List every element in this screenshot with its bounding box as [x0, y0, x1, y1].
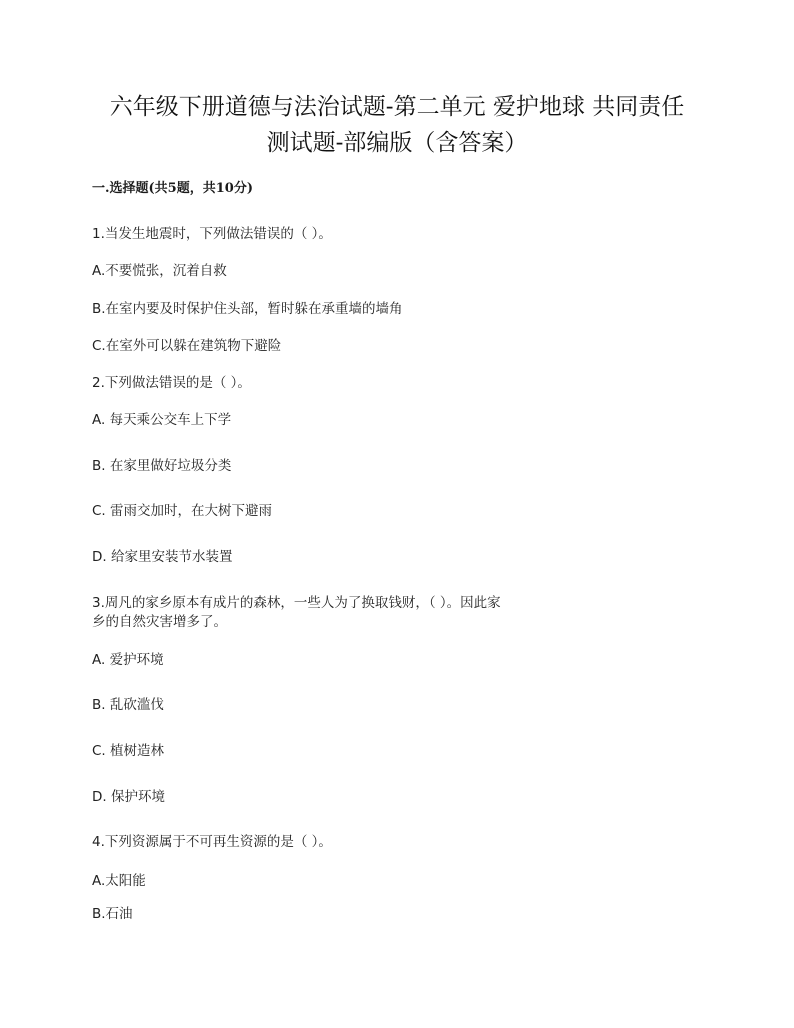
question-2-option-b: B. 在家里做好垃圾分类 — [92, 458, 232, 474]
question-1-option-c: C.在室外可以躲在建筑物下避险 — [92, 338, 282, 354]
question-4-option-b: B.石油 — [92, 906, 133, 922]
document-title-line-2: 测试题-部编版（含答案） — [266, 130, 528, 156]
section-heading: 一.选择题(共5题，共10分) — [92, 181, 253, 196]
question-2-option-d: D. 给家里安装节水装置 — [92, 549, 233, 565]
question-3-option-a: A. 爱护环境 — [92, 652, 164, 668]
question-2-option-c: C. 雷雨交加时，在大树下避雨 — [92, 503, 273, 519]
question-1-option-b: B.在室内要及时保护住头部，暂时躲在承重墙的墙角 — [92, 301, 403, 317]
question-3-option-d: D. 保护环境 — [92, 789, 165, 805]
question-1-stem: 1.当发生地震时，下列做法错误的（ ）。 — [92, 226, 332, 242]
question-3-option-c: C. 植树造林 — [92, 743, 165, 759]
question-2-stem: 2.下列做法错误的是（ ）。 — [92, 375, 251, 391]
question-3-stem: 3.周凡的家乡原本有成片的森林，一些人为了换取钱财，（ ）。因此家乡的自然灾害增多了。 — [92, 595, 501, 630]
question-4-stem: 4.下列资源属于不可再生资源的是（ ）。 — [92, 834, 332, 850]
document-title-line-1: 六年级下册道德与法治试题-第二单元 爱护地球 共同责任 — [109, 94, 685, 120]
question-4-option-a: A.太阳能 — [92, 873, 146, 889]
question-1-option-a: A.不要慌张，沉着自救 — [92, 263, 227, 279]
question-2-option-a: A. 每天乘公交车上下学 — [92, 412, 232, 428]
question-3-option-b: B. 乱砍滥伐 — [92, 697, 164, 713]
